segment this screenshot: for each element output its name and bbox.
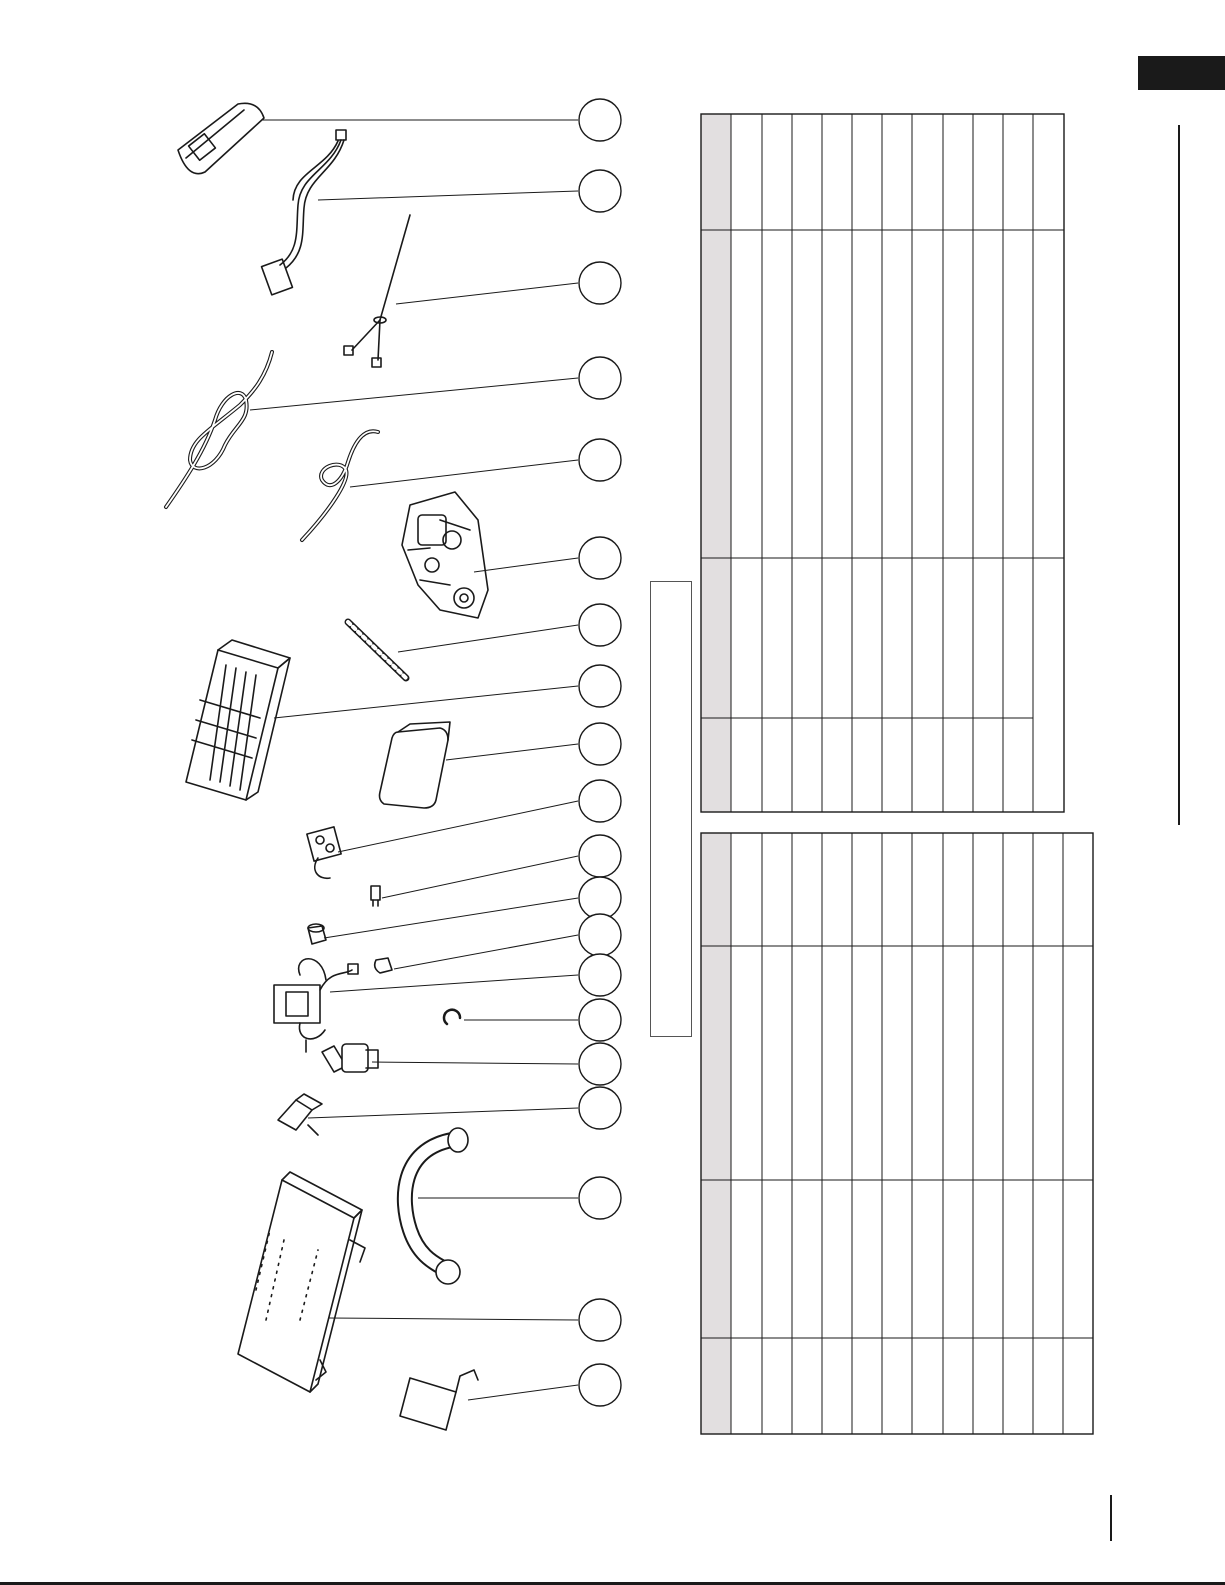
callout-11 bbox=[579, 835, 621, 877]
table-row-lines bbox=[701, 946, 1093, 1338]
callout-7 bbox=[579, 604, 621, 646]
switch-drawing bbox=[307, 827, 341, 878]
callout-9 bbox=[579, 723, 621, 765]
callouts bbox=[579, 99, 621, 1406]
fitting-small-drawing bbox=[371, 886, 380, 906]
table-header-band bbox=[701, 833, 731, 1434]
callout-4 bbox=[579, 357, 621, 399]
table-column-lines bbox=[731, 833, 1063, 1434]
table-column-lines bbox=[731, 114, 1033, 812]
table-header-band bbox=[701, 114, 731, 812]
callout-16 bbox=[579, 1043, 621, 1085]
electrode-drawing bbox=[348, 622, 406, 678]
mounting-bracket-drawing bbox=[238, 1172, 365, 1392]
callout-18 bbox=[579, 1177, 621, 1219]
transformer-drawing bbox=[274, 959, 358, 1052]
callout-5 bbox=[579, 439, 621, 481]
clip-drawing bbox=[375, 958, 392, 973]
wire-harness-drawing bbox=[262, 130, 346, 295]
callout-13 bbox=[579, 914, 621, 956]
table-frame bbox=[701, 833, 1093, 1434]
pilot-assembly-drawing bbox=[278, 1094, 322, 1135]
coiled-wire-long-drawing bbox=[166, 352, 272, 507]
callout-15 bbox=[579, 999, 621, 1041]
flex-gas-line-drawing bbox=[405, 1128, 468, 1284]
callout-12 bbox=[579, 877, 621, 919]
remote-transmitter-drawing bbox=[178, 103, 264, 173]
callout-20 bbox=[579, 1364, 621, 1406]
parts-table-top bbox=[701, 114, 1064, 812]
battery-box-drawing bbox=[380, 722, 451, 808]
ring-clip-drawing bbox=[444, 1010, 460, 1024]
callout-3 bbox=[579, 262, 621, 304]
callout-8 bbox=[579, 665, 621, 707]
shutoff-valve-drawing bbox=[322, 1044, 378, 1072]
part-drawings bbox=[166, 103, 488, 1430]
callout-14 bbox=[579, 954, 621, 996]
callout-2 bbox=[579, 170, 621, 212]
thermocouple-wires-drawing bbox=[344, 215, 410, 367]
small-bracket-drawing bbox=[400, 1370, 478, 1430]
coiled-wire-short-drawing bbox=[302, 431, 378, 540]
callout-10 bbox=[579, 780, 621, 822]
callout-1 bbox=[579, 99, 621, 141]
fitting-nut-drawing bbox=[308, 924, 326, 944]
callout-6 bbox=[579, 537, 621, 579]
callout-17 bbox=[579, 1087, 621, 1129]
callout-19 bbox=[579, 1299, 621, 1341]
parts-table-bottom bbox=[701, 833, 1093, 1434]
gas-valve-drawing bbox=[402, 492, 488, 618]
control-module-drawing bbox=[186, 640, 290, 800]
